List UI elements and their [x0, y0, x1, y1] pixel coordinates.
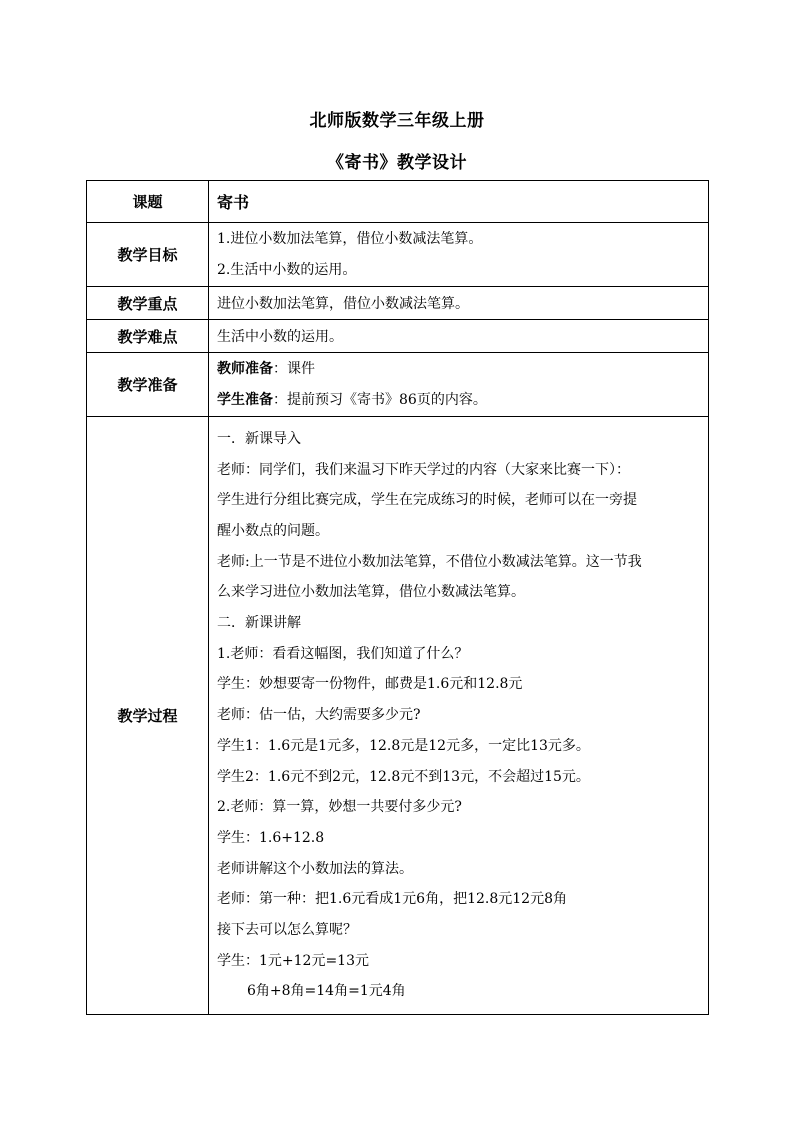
process-cell [209, 417, 709, 1015]
process-line: 老师:上一节是不进位小数加法笔算，不借位小数减法笔算。这一节我 [217, 553, 642, 570]
row-difficulty [87, 320, 709, 353]
difficulty-value: 生活中小数的运用。 [209, 320, 709, 353]
process-label: 教学过程 [87, 417, 209, 1015]
prep-label: 教学准备 [87, 353, 209, 417]
process-line: 学生进行分组比赛完成，学生在完成练习的时候，老师可以在一旁提 [217, 492, 637, 509]
process-line: 老师：同学们，我们来温习下昨天学过的内容（大家来比赛一下）： [217, 461, 630, 478]
process-line: 学生2：1.6元不到2元，12.8元不到13元，不会超过15元。 [217, 768, 590, 785]
goal-item: 1.进位小数加法笔算，借位小数减法笔算。 [217, 230, 483, 247]
goal-item: 2.生活中小数的运用。 [217, 261, 357, 278]
key-label: 教学重点 [87, 287, 209, 320]
student-prep-value: ：提前预习《寄书》86页的内容。 [273, 391, 487, 408]
document-title: 北师版数学三年级上册 [309, 111, 485, 131]
topic-label: 课题 [87, 181, 209, 223]
document-subtitle: 《寄书》教学设计 [327, 153, 467, 173]
student-prep-label: 学生准备 [217, 391, 273, 408]
process-line: 老师：第一种：把1.6元看成1元6角，把12.8元12元8角 [217, 891, 567, 908]
student-prep [217, 385, 708, 416]
topic-value: 寄书 [209, 181, 709, 223]
process-line: 6角+8角=14角=1元4角 [247, 983, 406, 1000]
process-line: 学生：1.6+12.8 [217, 829, 325, 846]
process-line: 醒小数点的问题。 [217, 523, 329, 540]
process-line: 学生1：1.6元是1元多，12.8元是12元多，一定比13元多。 [217, 737, 590, 754]
difficulty-label: 教学难点 [87, 320, 209, 353]
process-line: 二．新课讲解 [217, 615, 301, 632]
prep-cell [209, 353, 709, 417]
row-topic [87, 181, 709, 223]
process-line: 学生：1元+12元=13元 [217, 952, 369, 969]
process-line: 学生：妙想要寄一份物件，邮费是1.6元和12.8元 [217, 676, 523, 693]
row-process [87, 417, 709, 1015]
teacher-prep-value: ：课件 [273, 360, 315, 377]
process-line: 老师讲解这个小数加法的算法。 [217, 860, 413, 877]
process-line: 2.老师：算一算，妙想一共要付多少元? [217, 799, 462, 816]
goals-cell [209, 223, 709, 287]
row-key-points [87, 287, 709, 320]
lesson-plan-table [86, 180, 709, 1015]
goals-label: 教学目标 [87, 223, 209, 287]
process-line: 么来学习进位小数加法笔算，借位小数减法笔算。 [217, 584, 525, 601]
teacher-prep-label: 教师准备 [217, 360, 273, 377]
process-line: 1.老师：看看这幅图，我们知道了什么？ [217, 645, 469, 662]
row-preparation [87, 353, 709, 417]
row-goals [87, 223, 709, 287]
key-value: 进位小数加法笔算，借位小数减法笔算。 [209, 287, 709, 320]
process-line: 一．新课导入 [217, 430, 301, 447]
process-line: 老师：估一估，大约需要多少元? [217, 707, 421, 724]
process-line: 接下去可以怎么算呢？ [217, 921, 357, 938]
teacher-prep [217, 354, 708, 385]
